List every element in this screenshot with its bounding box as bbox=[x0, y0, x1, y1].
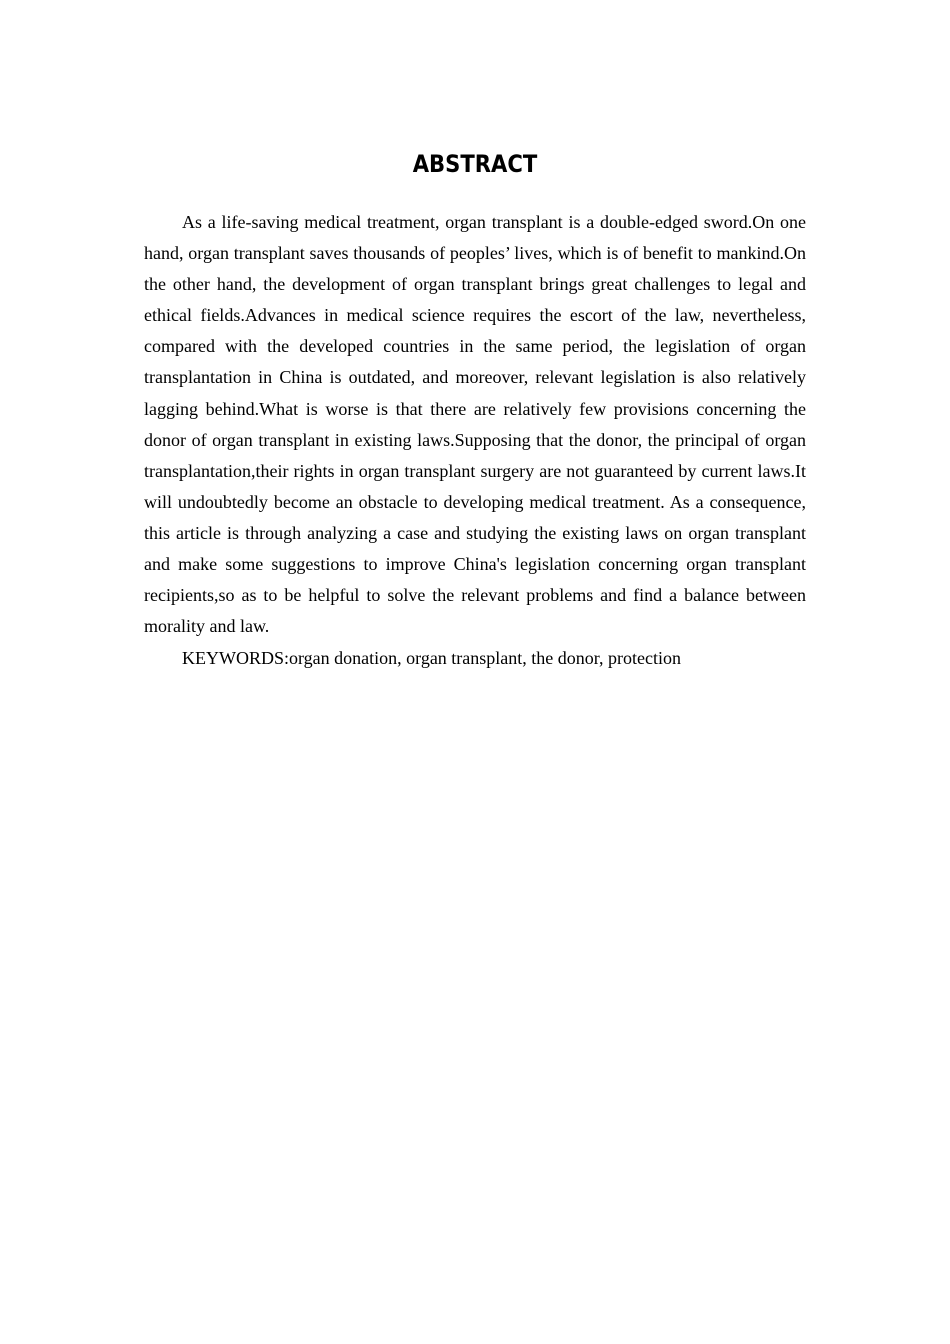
abstract-title: ABSTRACT bbox=[412, 150, 538, 178]
abstract-paragraph: As a life-saving medical treatment, organ transplant is a double-edged sword.On one hand, organ transplant saves thousands of peoples’ lives, which is of benefit to mankind.On the other hand, the development of organ transplant brings great challenges to legal and ethical fields.Advances in medical science requires the escort of the law, nevertheless, compared with the developed countries in the same period, the legislation of organ transplantation in China is outdated, and moreover, relevant legislation is also relatively lagging behind.What is worse is that there are relatively few provisions concerning the donor of organ transplant in existing laws.Supposing that the donor, the principal of organ transplantation,their rights in organ transplant surgery are not guaranteed by current laws.It will undoubtedly become an obstacle to developing medical treatment. As a consequence, this article is through analyzing a case and studying the existing laws on organ transplant and make some suggestions to improve China's legislation concerning organ transplant recipients,so as to be helpful to solve the relevant problems and find a balance between morality and law. bbox=[144, 212, 806, 637]
keywords-line: KEYWORDS:organ donation, organ transplant, the donor, protection bbox=[182, 648, 682, 668]
